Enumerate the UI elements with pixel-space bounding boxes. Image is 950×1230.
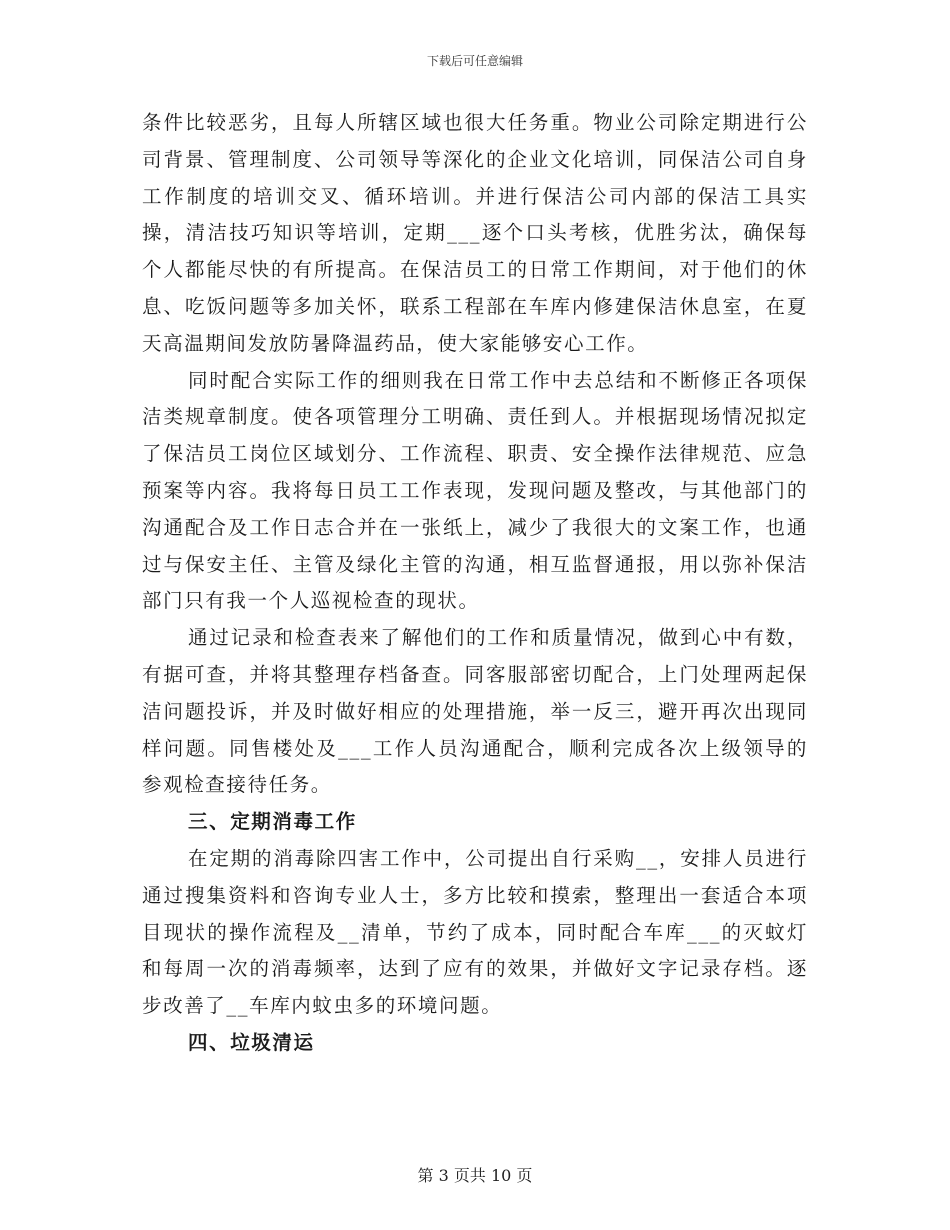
paragraph-disinfection: 在定期的消毒除四害工作中，公司提出自行采购__，安排人员进行通过搜集资料和咨询专业人士，多方比较和摸索，整理出一套适合本项目现状的操作流程及__清单，节约了成本，同时配合车库___的灭蚊灯和每周一次的消毒频率，达到了应有的效果，并做好文字记录存档。逐步改善了__车库内蚊虫多的环境问题。 bbox=[142, 846, 808, 1018]
paragraph-regulations: 同时配合实际工作的细则我在日常工作中去总结和不断修正各项保洁类规章制度。使各项管理分工明确、责任到人。并根据现场情况拟定了保洁员工岗位区域划分、工作流程、职责、安全操作法律规范、应急预案等内容。我将每日员工工作表现，发现问题及整改，与其他部门的沟通配合及工作日志合并在一张纸上，减少了我很大的文案工作，也通过与保安主任、主管及绿化主管的沟通，相互监督通报，用以弥补保洁部门只有我一个人巡视检查的现状。 bbox=[142, 368, 808, 613]
document-body bbox=[142, 105, 808, 1062]
paragraph-continued: 条件比较恶劣，且每人所辖区域也很大任务重。物业公司除定期进行公司背景、管理制度、公司领导等深化的企业文化培训，同保洁公司自身工作制度的培训交叉、循环培训。并进行保洁公司内部的保洁工具实操，清洁技巧知识等培训，定期___逐个口头考核，优胜劣汰，确保每个人都能尽快的有所提高。在保洁员工的日常工作期间，对于他们的休息、吃饭问题等多加关怀，联系工程部在车库内修建保洁休息室，在夏天高温期间发放防暑降温药品，使大家能够安心工作。 bbox=[142, 111, 808, 355]
page-header-note: 下载后可任意编辑 bbox=[426, 54, 523, 68]
section-heading-disinfection: 三、定期消毒工作 bbox=[188, 810, 357, 834]
page-number: 第 3 页共 10 页 bbox=[417, 1166, 533, 1185]
section-heading-garbage: 四、垃圾清运 bbox=[188, 1030, 315, 1054]
paragraph-records: 通过记录和检查表来了解他们的工作和质量情况，做到心中有数，有据可查，并将其整理存档备查。同客服部密切配合，上门处理两起保洁问题投诉，并及时做好相应的处理措施，举一反三，避开再次出现同样问题。同售楼处及___工作人员沟通配合，顺利完成各次上级领导的参观检查接待任务。 bbox=[142, 626, 808, 797]
